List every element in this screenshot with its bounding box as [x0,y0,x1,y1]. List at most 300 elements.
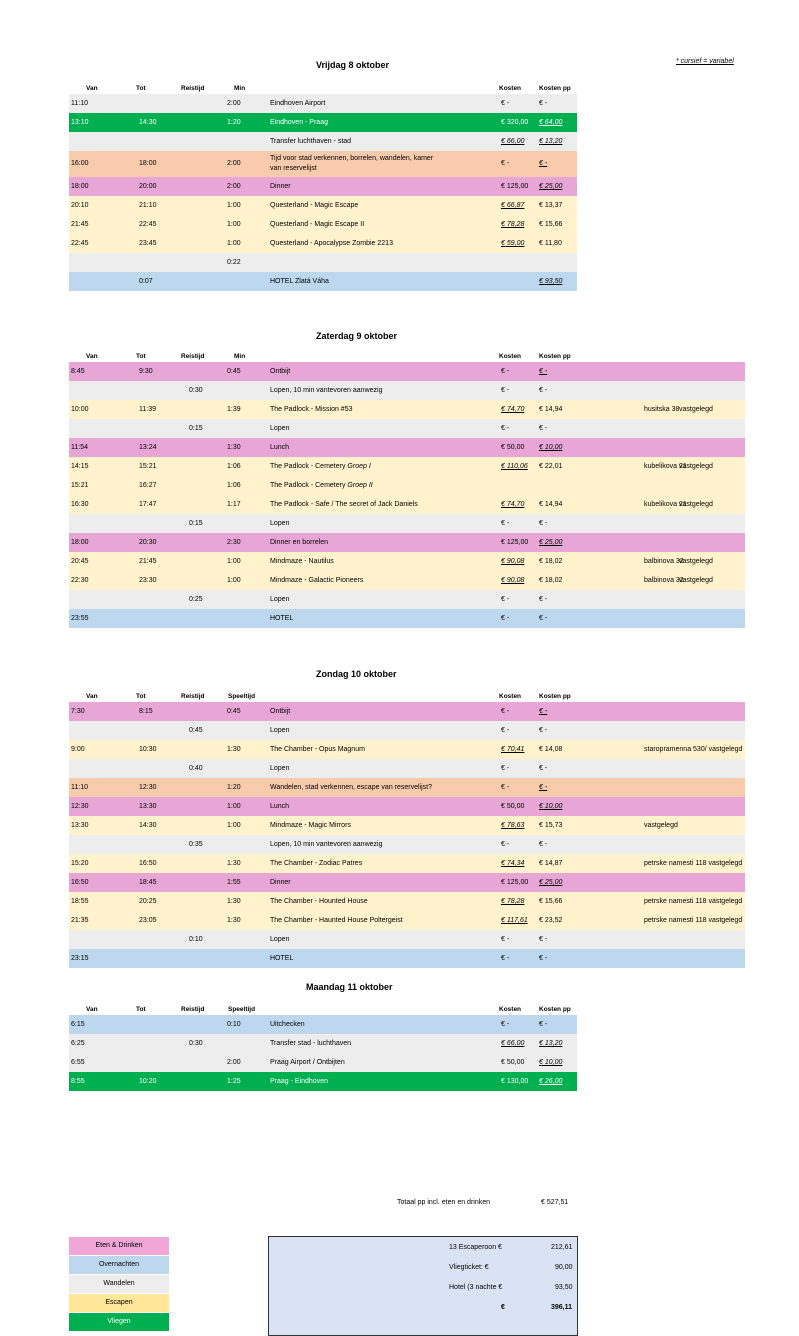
table-row [69,759,745,778]
cell-kosten-pp: € - [539,100,548,107]
cell-kosten: € 66,87 [501,202,525,209]
cell-address: vastgelegd [644,822,678,829]
cell-desc: The Padlock - Safe / The secret of Jack Daniels [270,501,418,508]
cell-tot: 17:47 [139,501,157,508]
cell-kosten-pp: € 14,94 [539,501,563,508]
cell-kosten: € 74,34 [501,860,525,867]
cell-status: vastgelegd [679,558,713,565]
cell-kosten-pp: € - [539,160,548,167]
cell-tot: 23:05 [139,917,157,924]
header-van: Van [86,693,98,700]
cell-van: 16:50 [71,879,89,886]
cell-desc: Uitchecken [270,1021,305,1028]
cell-tot: 9:30 [139,368,153,375]
cell-tot: 22:45 [139,221,157,228]
table-row [69,702,745,721]
table-row [69,949,745,968]
day-title: Zaterdag 9 oktober [316,331,398,341]
cell-reis: 0:30 [189,1040,203,1047]
cell-min: 0:22 [227,259,241,266]
table-row [69,1053,577,1072]
cell-kosten-pp: € 13,20 [539,1040,563,1047]
cell-van: 21:45 [71,221,89,228]
table-header [0,692,799,702]
header-min: Min [234,353,246,360]
cell-kosten-pp: € 64,00 [539,119,563,126]
cell-min: 1:00 [227,822,241,829]
cell-address: kubelikova 21 [644,501,687,508]
legend-item: Eten & Drinken [69,1237,169,1255]
cell-van: 15:21 [71,482,89,489]
header-min: Speeltijd [228,693,256,700]
table-row [69,1034,577,1053]
cell-kosten-pp: € 10,00 [539,803,563,810]
table-row [69,609,745,628]
cell-desc: The Padlock - Mission #53 [270,406,353,413]
header-reistijd: Reistijd [181,693,205,700]
cell-status: vastgelegd [679,577,713,584]
header-min: Min [234,85,246,92]
cell-min: 2:00 [227,183,241,190]
cell-kosten: € 59,00 [501,240,525,247]
cell-desc: The Chamber - Opus Magnum [270,746,365,753]
cell-desc: Questerland - Magic Escape II [270,221,365,228]
cell-desc: Lopen [270,520,290,527]
legend-item: Wandelen [69,1275,169,1293]
cell-desc: HOTEL Zlatá Váha [270,278,329,285]
cell-kosten-pp: € - [539,784,548,791]
table-row [69,438,745,457]
cell-kosten-pp: € - [539,727,548,734]
cell-kosten: € 50,00 [501,1059,525,1066]
cell-reis: 0:10 [189,936,203,943]
cell-desc: Mindmaze - Galactic Pioneers [270,577,364,584]
cell-tot: 10:30 [139,746,157,753]
cell-tot: 18:00 [139,160,157,167]
cell-min: 0:45 [227,368,241,375]
cell-desc: Eindhoven Airport [270,100,326,107]
cell-van: 13:30 [71,822,89,829]
cell-desc: Praag - Eindhoven [270,1078,328,1085]
table-row [69,94,577,113]
table-row [69,1015,577,1034]
cell-tot: 16:50 [139,860,157,867]
cell-tot: 11:39 [139,406,156,413]
cell-kosten-pp: € 14,87 [539,860,563,867]
cell-kosten: € 117,61 [501,917,528,924]
cell-kosten: € 78,63 [501,822,525,829]
cell-min: 1:30 [227,444,241,451]
cell-kosten: € 125,00 [501,183,529,190]
cell-desc: Dinner [270,879,291,886]
cell-kosten: € - [501,955,510,962]
cell-min: 2:00 [227,160,241,167]
cell-desc: The Padlock - Cemetery Groep II [270,482,373,489]
table-row [69,816,745,835]
cell-van: 16:00 [71,160,89,167]
cell-desc: The Chamber - Haunted House Poltergeist [270,917,403,924]
summary-label: Vliegticket: € [449,1264,489,1271]
table-row [69,419,745,438]
header-kosten: Kosten [499,353,522,360]
cell-status: vastgelegd [679,463,713,470]
cell-kosten-pp: € - [539,425,548,432]
cell-desc: Lopen [270,425,290,432]
cell-min: 1:30 [227,860,241,867]
cell-kosten: € - [501,160,510,167]
cell-reis: 0:35 [189,841,203,848]
cell-van: 23:15 [71,955,89,962]
cell-address: petrske namesti 118 vastgelegd [644,917,743,924]
cell-tot: 20:00 [139,183,157,190]
cell-kosten: € 50,00 [501,803,525,810]
cell-tot: 15:21 [139,463,157,470]
cell-kosten: € - [501,708,510,715]
cell-kosten-pp: € - [539,1021,548,1028]
cell-kosten: € - [501,727,510,734]
cell-desc: Lunch [270,444,290,451]
cell-status: vastgelegd [679,406,713,413]
cell-address: balbinova 32 [644,577,684,584]
cell-reis: 0:15 [189,425,203,432]
header-kosten_pp: Kosten pp [539,353,571,360]
header-van: Van [86,85,98,92]
cell-desc: Lopen [270,727,290,734]
cell-address: petrske namesti 118 vastgelegd [644,860,743,867]
cell-address: kubelikova 21 [644,463,687,470]
cell-desc: Mindmaze - Nautilus [270,558,334,565]
cell-van: 23:55 [71,615,89,622]
cell-min: 1:30 [227,746,241,753]
table-row [69,514,745,533]
cell-desc: Lunch [270,803,290,810]
cell-min: 1:25 [227,1078,241,1085]
summary-label: € [501,1304,505,1311]
table-row [69,113,577,132]
header-min: Speeltijd [228,1006,256,1013]
cell-tot: 13:30 [139,803,157,810]
cell-tot: 21:45 [139,558,157,565]
table-row [69,835,745,854]
summary-value: 93,50 [555,1284,573,1291]
table-row [69,495,745,514]
cell-kosten-pp: € 11,80 [539,240,562,247]
cell-min: 2:00 [227,100,241,107]
table-row [69,132,577,151]
cell-desc: Ontbijt [270,708,291,715]
cell-van: 6:25 [71,1040,85,1047]
cell-van: 16:30 [71,501,89,508]
cell-kosten-pp: € - [539,387,548,394]
cell-kosten-pp: € - [539,615,548,622]
cell-van: 8:45 [71,368,85,375]
cell-kosten-pp: € - [539,368,548,375]
cell-min: 1:00 [227,202,241,209]
cell-tot: 14:30 [139,119,157,126]
cell-kosten-pp: € 26,00 [539,1078,563,1085]
cell-desc: Lopen, 10 min vantevoren aanwezig [270,387,383,394]
cell-kosten: € - [501,520,510,527]
total-label: Totaal pp incl. eten en drinken [397,1199,491,1206]
total-value: € 527,51 [541,1199,569,1206]
cell-tot: 12:30 [139,784,157,791]
cell-kosten: € 70,41 [501,746,525,753]
cell-kosten-pp: € 23,52 [539,917,563,924]
cell-kosten-pp: € - [539,596,548,603]
cell-kosten-pp: € 15,66 [539,221,563,228]
summary-label: Hotel (3 nachte € [449,1284,503,1291]
cell-kosten-pp: € - [539,955,548,962]
cell-min: 1:00 [227,558,241,565]
legend-item: Overnachten [69,1256,169,1274]
table-row [69,533,745,552]
cell-kosten: € 74,70 [501,501,525,508]
summary-box [268,1236,578,1336]
cell-desc: Lopen [270,765,290,772]
header-reistijd: Reistijd [181,1006,205,1013]
cell-address: husitska 38 [644,406,680,413]
cell-kosten-pp: € 14,94 [539,406,563,413]
table-row [69,234,577,253]
cell-kosten: € - [501,841,510,848]
cell-kosten-pp: € 13,20 [539,138,563,145]
day-title: Vrijdag 8 oktober [316,60,390,70]
cell-kosten: € - [501,784,510,791]
cell-desc: Eindhoven - Praag [270,119,328,126]
table-row [69,552,745,571]
cell-kosten: € 66,00 [501,138,525,145]
cell-kosten: € 78,28 [501,221,525,228]
table-row [69,476,745,495]
table-row [69,911,745,930]
cell-min: 2:00 [227,1059,241,1066]
cell-tot: 23:45 [139,240,157,247]
cell-tot: 21:10 [139,202,157,209]
cell-van: 11:10 [71,784,88,791]
header-tot: Tot [136,1006,146,1013]
cell-desc: Dinner [270,183,291,190]
table-header [0,84,799,94]
cell-kosten-pp: € - [539,936,548,943]
table-row [69,457,745,476]
table-row [69,253,577,272]
table-row [69,1072,577,1091]
header-kosten_pp: Kosten pp [539,85,571,92]
cell-kosten-pp: € 93,50 [539,278,563,285]
cell-desc: Transfer luchthaven - stad [270,138,352,145]
cell-kosten: € - [501,387,510,394]
cell-tot: 0:07 [139,278,153,285]
table-row [69,362,745,381]
cell-desc: Mindmaze - Magic Mirrors [270,822,351,829]
cell-desc: HOTEL [270,955,294,962]
legend-item: Vliegen [69,1313,169,1331]
cell-tot: 20:25 [139,898,157,905]
table-row [69,381,745,400]
summary-value: 396,11 [551,1304,573,1311]
cell-desc: HOTEL [270,615,294,622]
cell-desc: Tijd voor stad verkennen, borrelen, wandelen, kamer van reservelijst [270,155,434,172]
cell-reis: 0:30 [189,387,203,394]
cell-kosten: € - [501,596,510,603]
cell-min: 1:06 [227,482,241,489]
table-row [69,873,745,892]
table-row [69,892,745,911]
cell-van: 22:30 [71,577,89,584]
cell-kosten: € 78,28 [501,898,525,905]
cell-min: 1:06 [227,463,241,470]
cell-desc: Lopen [270,596,290,603]
cell-van: 12:30 [71,803,89,810]
cell-kosten: € 90,08 [501,577,525,584]
cell-desc: The Chamber - Hounted House [270,898,368,905]
cell-van: 18:00 [71,183,89,190]
day-title: Maandag 11 oktober [306,982,393,992]
variable-note: * cursief = variabel [676,58,734,65]
cell-tot: 16:27 [139,482,157,489]
cell-min: 1:20 [227,119,241,126]
header-kosten: Kosten [499,1006,522,1013]
cell-van: 6:55 [71,1059,85,1066]
cell-min: 1:00 [227,221,241,228]
cell-van: 18:55 [71,898,89,905]
cell-tot: 20:30 [139,539,157,546]
day-title: Zondag 10 oktober [316,669,397,679]
cell-address: staropramenna 530/ vastgelegd [644,746,743,753]
cell-min: 0:10 [227,1021,241,1028]
cell-tot: 14:30 [139,822,157,829]
cell-van: 11:10 [71,100,88,107]
cell-desc: Ontbijt [270,368,291,375]
table-row [69,854,745,873]
table-row [69,797,745,816]
cell-kosten-pp: € - [539,708,548,715]
summary-value: 212,61 [551,1244,573,1251]
table-row [69,721,745,740]
table-header [0,1005,799,1015]
cell-reis: 0:25 [189,596,203,603]
header-tot: Tot [136,693,146,700]
summary-label: 13 Escaperoon € [449,1244,502,1251]
header-van: Van [86,1006,98,1013]
cell-kosten: € 50,00 [501,444,525,451]
summary-value: 90,00 [555,1264,573,1271]
cell-min: 1:00 [227,803,241,810]
cell-van: 7:30 [71,708,85,715]
table-row [69,215,577,234]
cell-desc: Lopen [270,936,290,943]
table-row [69,272,577,291]
cell-kosten-pp: € 22,01 [539,463,563,470]
cell-kosten-pp: € 15,66 [539,898,563,905]
cell-kosten-pp: € 10,00 [539,1059,563,1066]
cell-desc: The Padlock - Cemetery Groep I [270,463,371,470]
cell-tot: 23:30 [139,577,157,584]
cell-van: 21:35 [71,917,89,924]
table-row [69,400,745,419]
cell-kosten: € - [501,368,510,375]
cell-van: 20:45 [71,558,89,565]
cell-desc: Wandelen, stad verkennen, escape van reservelijst? [270,784,432,791]
cell-van: 10:00 [71,406,89,413]
cell-kosten: € 66,00 [501,1040,525,1047]
cell-kosten: € 90,08 [501,558,525,565]
table-row [69,590,745,609]
table-row [69,177,577,196]
cell-van: 14:15 [71,463,89,470]
cell-kosten-pp: € 14,08 [539,746,563,753]
cell-min: 1:20 [227,784,241,791]
header-tot: Tot [136,353,146,360]
cell-kosten-pp: € - [539,841,548,848]
cell-kosten: € 130,00 [501,1078,529,1085]
table-row [69,571,745,590]
header-reistijd: Reistijd [181,85,205,92]
cell-desc: Lopen, 10 min vantevoren aanwezig [270,841,383,848]
cell-kosten: € - [501,100,510,107]
cell-desc: Dinner en borrelen [270,539,328,546]
header-tot: Tot [136,85,146,92]
cell-kosten-pp: € - [539,520,548,527]
table-row [69,740,745,759]
cell-desc: Praag Airport / Ontbijten [270,1059,345,1066]
cell-van: 18:00 [71,539,89,546]
cell-kosten-pp: € 25,00 [539,539,563,546]
cell-tot: 18:45 [139,879,157,886]
cell-desc: Questerland - Apocalypse Zombie 2213 [270,240,393,247]
cell-kosten-pp: € 25,00 [539,879,563,886]
header-kosten: Kosten [499,85,522,92]
cell-kosten-pp: € 13,37 [539,202,563,209]
cell-min: 1:30 [227,898,241,905]
cell-min: 0:45 [227,708,241,715]
cell-address: balbinova 32 [644,558,684,565]
cell-van: 6:15 [71,1021,85,1028]
cell-van: 8:55 [71,1078,85,1085]
cell-min: 1:39 [227,406,241,413]
cell-tot: 10:20 [139,1078,157,1085]
cell-kosten-pp: € - [539,765,548,772]
cell-van: 20:10 [71,202,89,209]
cell-min: 1:17 [227,501,241,508]
cell-reis: 0:45 [189,727,203,734]
cell-van: 9:00 [71,746,85,753]
cell-tot: 13:24 [139,444,157,451]
table-row [69,930,745,949]
cell-status: vastgelegd [679,501,713,508]
cell-kosten-pp: € 10,00 [539,444,563,451]
cell-min: 1:00 [227,240,241,247]
cell-van: 13:10 [71,119,89,126]
cell-reis: 0:15 [189,520,203,527]
cell-van: 15:20 [71,860,89,867]
cell-kosten: € - [501,936,510,943]
table-row [69,778,745,797]
cell-kosten-pp: € 18,02 [539,577,563,584]
table-row [69,151,577,177]
cell-kosten: € - [501,765,510,772]
cell-kosten-pp: € 15,73 [539,822,563,829]
header-van: Van [86,353,98,360]
cell-tot: 8:15 [139,708,153,715]
header-kosten_pp: Kosten pp [539,693,571,700]
cell-kosten: € - [501,615,510,622]
cell-address: petrske namesti 118 vastgelegd [644,898,743,905]
header-kosten: Kosten [499,693,522,700]
header-kosten_pp: Kosten pp [539,1006,571,1013]
cell-desc: The Chamber - Zodiac Patres [270,860,363,867]
cell-min: 1:00 [227,577,241,584]
